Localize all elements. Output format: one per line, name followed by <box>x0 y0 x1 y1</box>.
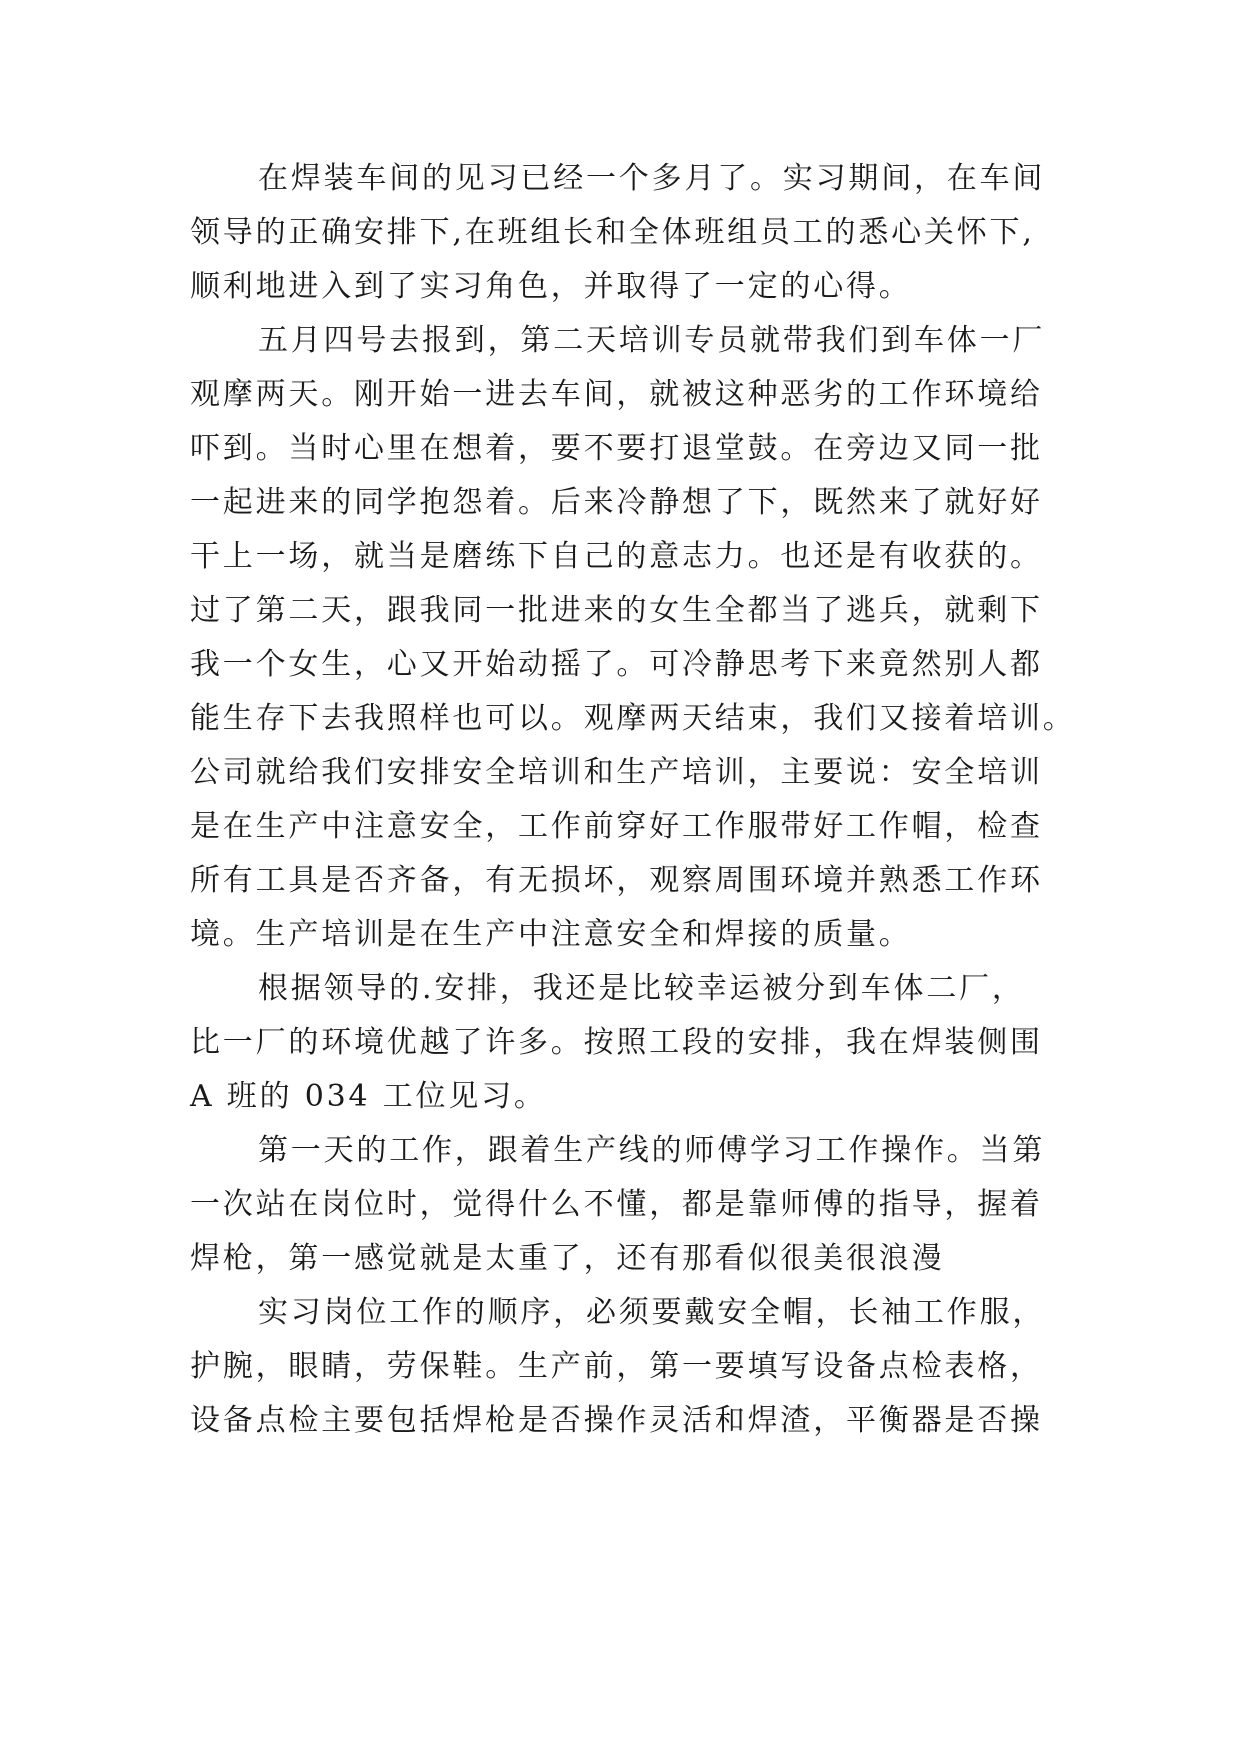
text-line: 一起进来的同学抱怨着。后来冷静想了下，既然来了就好好 <box>190 485 1043 520</box>
text-line: 顺利地进入到了实习角色，并取得了一定的心得。 <box>190 269 912 304</box>
text-line: 比一厂的环境优越了许多。按照工段的安排，我在焊装侧围 <box>190 1025 1043 1060</box>
text-line: 是在生产中注意安全，工作前穿好工作服带好工作帽，检查 <box>190 809 1043 844</box>
text-line: 境。生产培训是在生产中注意安全和焊接的质量。 <box>190 917 912 952</box>
text-line: 在焊装车间的见习已经一个多月了。实习期间，在车间 <box>258 161 1046 196</box>
text-line: 吓到。当时心里在想着，要不要打退堂鼓。在旁边又同一批 <box>190 431 1043 466</box>
paragraph <box>190 1124 1090 1286</box>
text-line: 实习岗位工作的顺序，必须要戴安全帽，长袖工作服， <box>258 1295 1046 1330</box>
text-line: 一次站在岗位时，觉得什么不懂，都是靠师傅的指导，握着 <box>190 1187 1043 1222</box>
text-line: 焊枪，第一感觉就是太重了，还有那看似很美很浪漫 <box>190 1241 945 1276</box>
text-line: 干上一场，就当是磨练下自己的意志力。也还是有收获的。 <box>190 539 1043 574</box>
text-line: A 班的 034 工位见习。 <box>190 1079 547 1114</box>
paragraph <box>190 152 1090 314</box>
text-line: 我一个女生，心又开始动摇了。可冷静思考下来竟然别人都 <box>190 647 1043 682</box>
text-line: 根据领导的.安排，我还是比较幸运被分到车体二厂， <box>258 971 1025 1006</box>
paragraph <box>190 962 1090 1124</box>
text-line: 设备点检主要包括焊枪是否操作灵活和焊渣，平衡器是否操 <box>190 1403 1043 1438</box>
text-line: 第一天的工作，跟着生产线的师傅学习工作操作。当第 <box>258 1133 1046 1168</box>
text-line: 观摩两天。刚开始一进去车间，就被这种恶劣的工作环境给 <box>190 377 1043 412</box>
body-text <box>190 152 1090 1448</box>
text-line: 五月四号去报到，第二天培训专员就带我们到车体一厂 <box>258 323 1046 358</box>
text-line: 能生存下去我照样也可以。观摩两天结束，我们又接着培训。 <box>190 701 1076 736</box>
paragraph <box>190 1286 1090 1448</box>
text-line: 护腕，眼睛，劳保鞋。生产前，第一要填写设备点检表格， <box>190 1349 1043 1384</box>
text-line: 过了第二天，跟我同一批进来的女生全都当了逃兵，就剩下 <box>190 593 1043 628</box>
paragraph <box>190 314 1090 962</box>
text-line: 公司就给我们安排安全培训和生产培训，主要说：安全培训 <box>190 755 1043 790</box>
text-line: 所有工具是否齐备，有无损坏，观察周围环境并熟悉工作环 <box>190 863 1043 898</box>
text-line: 领导的正确安排下,在班组长和全体班组员工的悉心关怀下, <box>190 215 1035 250</box>
